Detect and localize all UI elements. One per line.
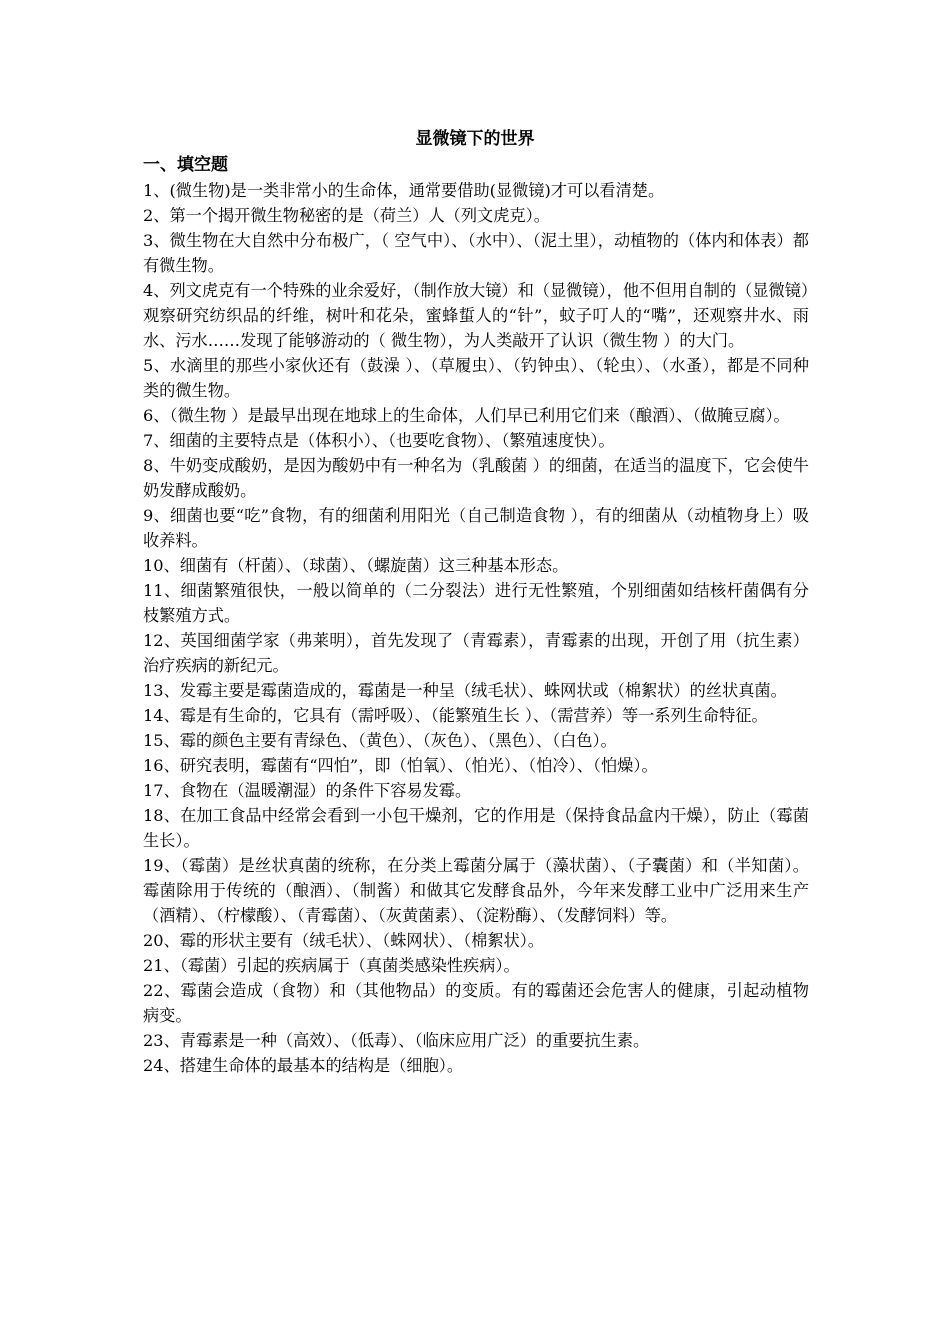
question-item: 4、列文虎克有一个特殊的业余爱好，（制作放大镜）和（显微镜），他不但用自制的（显微镜）观察研究纺织品的纤维，树叶和花朵，蜜蜂蜇人的“针”，蚊子叮人的“嘴”，还观察井水、雨水、污水……发现了能够游动的（ 微生物），为人类敲开了认识（微生物 ）的大门。 <box>143 281 809 350</box>
question-item: 5、水滴里的那些小家伙还有（鼓澡 ）、（草履虫）、（钓钟虫）、（轮虫）、（水蚤），都是不同种类的微生物。 <box>143 356 809 400</box>
question-item: 14、霉是有生命的，它具有（需呼吸）、（能繁殖生长 ）、（需营养）等一系列生命特征。 <box>143 706 768 725</box>
question-item: 2、第一个揭开微生物秘密的是（荷兰）人（列文虎克）。 <box>143 206 550 225</box>
question-item: 9、细菌也要“吃”食物，有的细菌利用阳光（自己制造食物 ），有的细菌从（动植物身上）吸收养料。 <box>143 506 809 550</box>
page-title: 显微镜下的世界 <box>415 129 535 149</box>
question-item: 11、细菌繁殖很快，一般以简单的（二分裂法）进行无性繁殖，个别细菌如结核杆菌偶有分枝繁殖方式。 <box>143 581 809 625</box>
question-item: 8、牛奶变成酸奶，是因为酸奶中有一种名为（乳酸菌 ）的细菌，在适当的温度下，它会使牛奶发酵成酸奶。 <box>143 456 809 500</box>
question-list <box>143 178 809 1078</box>
question-item: 15、霉的颜色主要有青绿色、（黄色）、（灰色）、（黑色）、（白色）。 <box>143 731 617 750</box>
question-item: 23、青霉素是一种（高效）、（低毒）、（临床应用广泛）的重要抗生素。 <box>143 1031 650 1050</box>
question-item: 13、发霉主要是霉菌造成的，霉菌是一种呈（绒毛状）、蛛网状或（棉絮状）的丝状真菌。 <box>143 681 787 700</box>
question-item: 10、细菌有（杆菌）、（球菌）、（螺旋菌）这三种基本形态。 <box>143 556 569 575</box>
question-item: 24、搭建生命体的最基本的结构是（细胞）。 <box>143 1056 464 1075</box>
question-item: 17、食物在（温暖潮湿）的条件下容易发霉。 <box>143 781 472 800</box>
question-item: 7、细菌的主要特点是（体积小）、（也要吃食物）、（繁殖速度快）。 <box>143 431 615 450</box>
question-item: 20、霉的形状主要有（绒毛状）、（蛛网状）、（棉絮状）。 <box>143 931 544 950</box>
question-item: 21、（霉菌）引起的疾病属于（真菌类感染性疾病）。 <box>143 956 520 975</box>
question-item: 19、（霉菌）是丝状真菌的统称，在分类上霉菌分属于（藻状菌）、（子囊菌）和（半知菌）。霉菌除用于传统的（酿酒）、（制酱）和做其它发酵食品外，今年来发酵工业中广泛用来生产（酒精）、（柠檬酸）、（青霉菌）、（灰黄菌素）、（淀粉酶）、（发酵饲料）等。 <box>143 856 809 925</box>
section-heading: 一、填空题 <box>143 155 228 175</box>
question-item: 22、霉菌会造成（食物）和（其他物品）的变质。有的霉菌还会危害人的健康，引起动植物病变。 <box>143 981 809 1025</box>
question-item: 18、在加工食品中经常会看到一小包干燥剂，它的作用是（保持食品盒内干燥），防止（霉菌生长）。 <box>143 806 809 850</box>
question-item: 12、英国细菌学家（弗莱明），首先发现了（青霉素），青霉素的出现，开创了用（抗生素）治疗疾病的新纪元。 <box>143 631 809 675</box>
question-item: 16、研究表明，霉菌有“四怕”，即（怕氧）、（怕光）、（怕冷）、（怕燥）。 <box>143 756 658 775</box>
question-item: 6、（微生物 ）是最早出现在地球上的生命体，人们早已利用它们来（酿酒）、（做腌豆腐）。 <box>143 406 790 425</box>
question-item: 3、微生物在大自然中分布极广，（ 空气中）、（水中）、（泥土里），动植物的（体内和体表）都有微生物。 <box>143 231 809 275</box>
question-item: 1、(微生物)是一类非常小的生命体，通常要借助(显微镜)才可以看清楚。 <box>143 181 665 200</box>
